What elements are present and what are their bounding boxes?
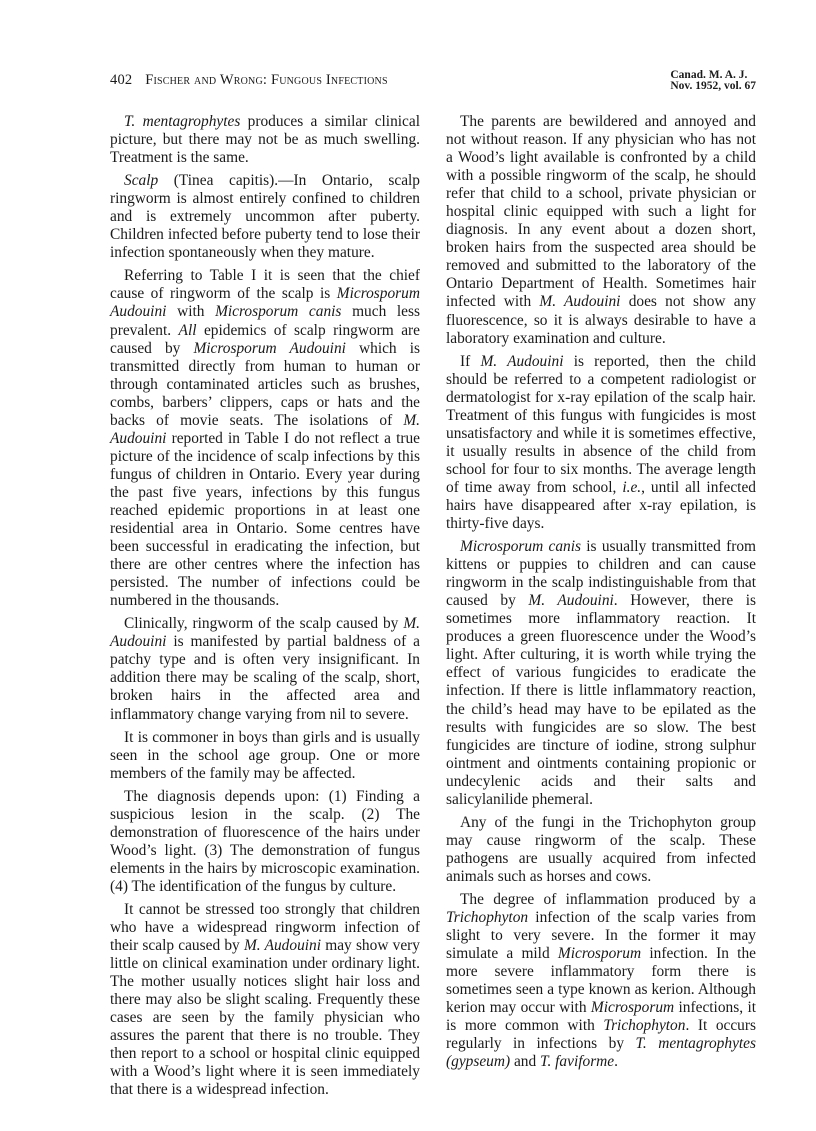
italic-term: Microsporum Audouini xyxy=(110,285,420,321)
text-run: The degree of inflammation produced by a xyxy=(460,890,756,908)
paragraph xyxy=(110,267,420,610)
paragraph xyxy=(446,891,756,1071)
italic-term: T. mentagrophytes xyxy=(124,113,241,130)
text-run: If xyxy=(460,352,481,370)
italic-term: Scalp xyxy=(124,172,159,190)
text-run: , until all infected hairs have disappeared after x-ray epilation, is thirty-five days. xyxy=(446,478,756,533)
italic-term: Microsporum Audouini xyxy=(193,339,346,357)
text-run: infection. In the more severe inflammatory form there is sometimes seen a type known as kerion. Although kerion may occur with xyxy=(446,945,756,1017)
italic-term: All xyxy=(178,321,197,339)
paragraph xyxy=(110,901,420,1100)
italic-term: M. Audouini xyxy=(528,592,614,610)
text-run: (Tinea capitis).—In Ontario, scalp ringworm is almost entirely confined to children and is extremely uncommon after puberty. Children infected before puberty tend to lose their infection spontaneously when they mature. xyxy=(110,172,420,262)
journal-name: Canad. M. A. J. xyxy=(670,69,748,81)
text-run: produces a similar clinical picture, but there may not be as much swelling. Treatment is the same. xyxy=(110,113,420,167)
journal-issue: Nov. 1952, vol. 67 xyxy=(670,80,756,92)
text-run: The parents are bewildered and annoyed and not without reason. If any physician who has not a Wood’s light available is confronted by a child with a possible ringworm of the scalp, he should refer that child to a school, private physician or hospital clinic equipped with such a light for diagnosis. In any event about a dozen short, broken hairs from the suspected area should be removed and submitted to the laboratory of the Ontario Department of Health. Sometimes hair infected with xyxy=(446,113,756,311)
italic-term: M. Audouini xyxy=(110,411,420,447)
italic-term: Microsporum xyxy=(557,945,642,963)
paragraph xyxy=(446,113,756,348)
italic-term: T. mentagrophytes (gypseum) xyxy=(446,1035,756,1071)
running-title: Fischer and Wrong: Fungous Infections xyxy=(145,72,388,88)
text-run: . xyxy=(614,1053,618,1071)
italic-term: M. Audouini xyxy=(243,937,322,955)
text-run: infection of the scalp varies from slight to very severe. In the former it may simulate a mild xyxy=(446,909,756,963)
text-run: infections, it is more common with xyxy=(446,999,756,1035)
text-run: It cannot be stressed too strongly that children who have a widespread ringworm infection of their scalp caused by xyxy=(110,900,420,955)
text-run: much less prevalent. xyxy=(110,303,420,339)
text-run: epidemics of scalp ringworm are caused by xyxy=(110,321,420,357)
running-head xyxy=(110,72,388,89)
paragraph xyxy=(110,788,420,896)
page-number: 402 xyxy=(110,72,133,88)
left-column xyxy=(110,113,420,1104)
italic-term: i.e. xyxy=(622,478,642,496)
paragraph xyxy=(110,615,420,723)
italic-term: T. faviforme xyxy=(540,1053,615,1071)
text-run: may show very little on clinical examination under ordinary light. The mother usually notices slight hair loss and there may also be slight scaling. Frequently these cases are seen by the family physician who assures the parent that there is no trouble. They then report to a school or hospital clinic equipped with a Wood’s light where it is seen immediately that there is a widespread infection. xyxy=(110,937,421,1099)
italic-term: Trichophyton xyxy=(603,1017,686,1035)
text-run: is reported, then the child should be referred to a competent radiologist or dermatologist for x-ray epilation of the scalp hair. Treatment of this fungus with fungicides is most unsatisfactory and while it is sometimes effective, it usually results in absence of the child from school for four to six months. The average length of time away from school, xyxy=(446,352,756,496)
text-run: Clinically, ringworm of the scalp caused by xyxy=(124,615,404,633)
paragraph xyxy=(446,814,756,886)
italic-term: Microsporum xyxy=(590,999,675,1017)
text-run: Referring to Table I it is seen that the chief cause of ringworm of the scalp is xyxy=(110,267,420,303)
italic-term: M. Audouini xyxy=(480,352,564,370)
paragraph xyxy=(110,729,420,783)
text-run: which is transmitted directly from human to human or through contaminated articles such as brushes, combs, barbers’ clippers, caps or hats and the backs of movie seats. The isolations of xyxy=(110,339,420,429)
page-header xyxy=(110,70,756,104)
text-run: . It occurs regularly in infections by xyxy=(446,1017,756,1053)
text-run: The diagnosis depends upon: (1) Finding a suspicious lesion in the scalp. (2) The demonstration of fluorescence of the hairs under Wood’s light. (3) The demonstration of fungus elements in the hairs by microscopic examination. (4) The identification of the fungus by culture. xyxy=(110,787,420,895)
italic-term: Microsporum canis xyxy=(215,303,342,321)
text-run: . However, there is sometimes more inflammatory reaction. It produces a green fluorescence under the Wood’s light. After culturing, it is worth while trying the effect of various fungicides to eradicate the infection. If there is little inflammatory reaction, the child’s head may have to be epilated as the results with fungicides are so slow. The best fungicides are tincture of iodine, strong sulphur ointment and ointments containing propionic or undecylenic acids and their salts and salicylanilide phemeral. xyxy=(446,592,756,808)
right-column xyxy=(446,113,756,1076)
text-run: is usually transmitted from kittens or puppies to children and can cause ringworm in the scalp indistinguishable from that caused by xyxy=(446,538,756,610)
text-run: does not show any fluorescence, so it is always desirable to have a laboratory examination and culture. xyxy=(446,293,756,347)
paragraph xyxy=(446,353,756,533)
paragraph xyxy=(446,538,756,809)
paragraph xyxy=(110,113,420,167)
text-run: is manifested by partial baldness of a patchy type and is often very insignificant. In addition there may be scaling of the scalp, short, broken hairs in the affected area and inflammatory change varying from nil to severe. xyxy=(110,633,420,723)
text-run: It is commoner in boys than girls and is usually seen in the school age group. One or more members of the family may be affected. xyxy=(110,728,420,782)
italic-term: Trichophyton xyxy=(446,909,529,927)
paragraph xyxy=(110,172,420,262)
journal-citation xyxy=(670,70,756,92)
italic-term: Microsporum canis xyxy=(460,538,581,556)
italic-term: M. Audouini xyxy=(110,615,420,651)
text-run: with xyxy=(166,303,216,321)
text-run: and xyxy=(510,1053,541,1071)
italic-term: M. Audouini xyxy=(539,293,621,311)
text-run: Any of the fungi in the Trichophyton group may cause ringworm of the scalp. These pathogens are usually acquired from infected animals such as horses and cows. xyxy=(446,813,756,885)
text-run: reported in Table I do not reflect a true picture of the incidence of scalp infections by this fungus of children in Ontario. Every year during the past five years, infections by this fungus reached epidemic proportions in at least one residential area in Ontario. Some centres have been successful in eradicating the infection, but there are other centres where the infection has persisted. The number of infections could be numbered in the thousands. xyxy=(110,429,420,610)
